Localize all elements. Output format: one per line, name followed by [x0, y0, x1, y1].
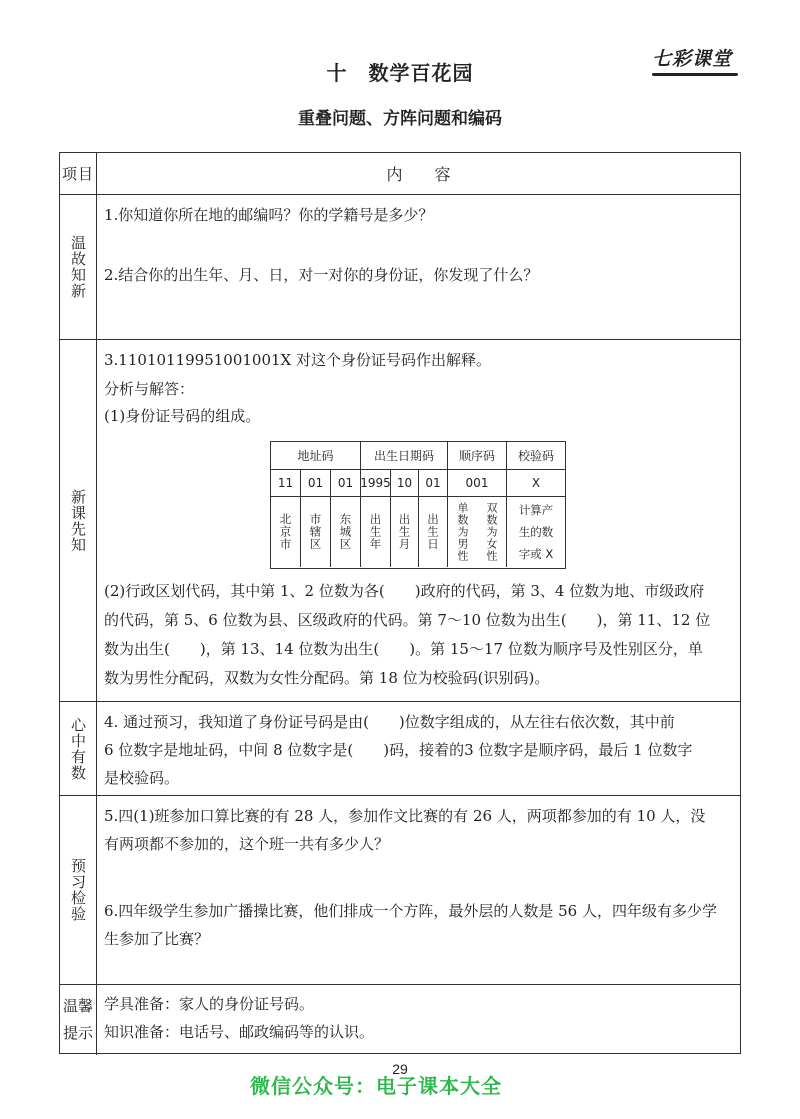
value-cell: 01 [331, 470, 361, 497]
item-column-header: 项目 [62, 164, 95, 183]
value-cell: 01 [419, 470, 448, 497]
section-tips [60, 985, 740, 1055]
value-cell: 001 [448, 470, 507, 497]
question-2: 2.结合你的出生年、月、日，对一对你的身份证，你发现了什么？ [104, 266, 539, 284]
section-preview [60, 796, 740, 985]
question-4-line-1: 4. 通过预习，我知道了身份证号码是由( )位数字组成的，从左往右依次数，其中前 [104, 713, 675, 731]
part-2-line-3: 数为出生( )，第 13、14 位数为出生( )。第 15～17 位数为顺序号及性别区分，单 [104, 640, 703, 658]
section-label-preview: 预习检验 [69, 858, 87, 922]
chapter-title: 十 数学百花园 [326, 61, 474, 85]
watermark-text: 微信公众号：电子课本大全 [250, 1074, 502, 1098]
part-1-text: (1)身份证号码的组成。 [104, 407, 261, 425]
value-cell: 11 [271, 470, 301, 497]
desc-cell: 出生日 [419, 497, 448, 567]
section-label-mind: 心中有数 [69, 716, 87, 781]
part-2-line-2: 的代码，第 5、6 位数为县、区级政府的代码。第 7～10 位数为出生( )，第 11、12 位 [104, 611, 711, 629]
question-4-line-2: 6 位数字是地址码，中间 8 位数字是( )码，接着的3 位数字是顺序码，最后 1 位数字 [104, 741, 693, 759]
value-cell: X [507, 470, 565, 497]
part-2-line-4: 数为男性分配码，双数为女性分配码。第 18 位为校验码(识别码)。 [104, 669, 550, 687]
value-cell: 1995 [361, 470, 391, 497]
desc-cell: 出生月 [391, 497, 419, 567]
question-4-line-3: 是校验码。 [104, 769, 180, 787]
section-label-new-lesson: 新课先知 [69, 488, 87, 553]
content-column-header: 内 容 [386, 165, 451, 184]
desc-cell: 北京市 [271, 497, 301, 567]
knowledge-preparation: 知识准备：电话号、邮政编码等的认识。 [104, 1023, 375, 1041]
section-label-tips: 温馨 提示 [62, 997, 93, 1042]
table-header-row [60, 153, 740, 195]
brand-logo: 七彩课堂 [652, 44, 732, 71]
worksheet-table [59, 152, 741, 1054]
id-composition-table [270, 441, 566, 569]
desc-cell: 市辖区 [301, 497, 331, 567]
question-5-line-1: 5.四(1)班参加口算比赛的有 28 人，参加作文比赛的有 26 人，两项都参加的有 10 人，没 [104, 807, 706, 825]
section-mind [60, 702, 740, 796]
question-6-line-2: 生参加了比赛？ [104, 930, 210, 948]
lesson-subtitle: 重叠问题、方阵问题和编码 [298, 109, 502, 129]
header-address-code: 地址码 [271, 442, 361, 470]
value-cell: 10 [391, 470, 419, 497]
value-cell: 01 [301, 470, 331, 497]
desc-cell: 东城区 [331, 497, 361, 567]
section-label-review: 温故知新 [69, 235, 87, 299]
desc-cell-check: 计算产 生的数 字或 X [518, 503, 554, 561]
question-3: 3.11010119951001001X 对这个身份证号码作出解释。 [104, 351, 491, 369]
question-6-line-1: 6.四年级学生参加广播操比赛，他们排成一个方阵，最外层的人数是 56 人，四年级有多少学 [104, 902, 717, 920]
question-1: 1.你知道你所在地的邮编吗？你的学籍号是多少？ [104, 206, 434, 224]
tool-preparation: 学具准备：家人的身份证号码。 [104, 995, 315, 1013]
question-5-line-2: 有两项都不参加的，这个班一共有多少人？ [104, 835, 390, 853]
page-number: 29 [392, 1061, 408, 1077]
part-2-line-1: (2)行政区划代码，其中第 1、2 位数为各( )政府的代码，第 3、4 位数为地、市级政府 [104, 582, 705, 600]
desc-cell-gender: 单数为男性 双数为女性 [448, 497, 507, 567]
header-check-code: 校验码 [507, 442, 565, 470]
section-review [60, 195, 740, 340]
header-sequence-code: 顺序码 [448, 442, 507, 470]
header-birth-date-code: 出生日期码 [361, 442, 448, 470]
analysis-label: 分析与解答： [104, 380, 195, 398]
desc-cell: 出生年 [361, 497, 391, 567]
